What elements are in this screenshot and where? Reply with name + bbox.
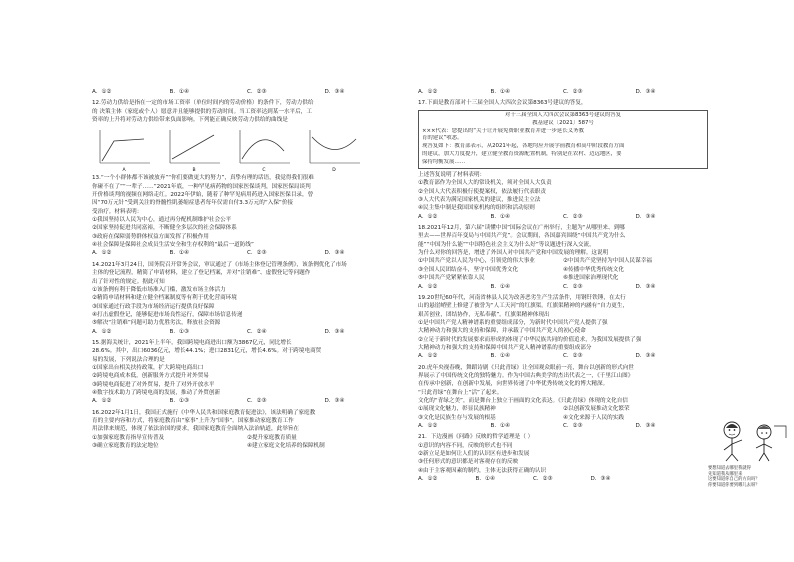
cartoon-caption-line: 这要知道你自己的方向吗？ (708, 477, 760, 483)
question-12: 12.劳动力供给是指在一定的市场工资率（单位时间内的劳动价格）的条件下，劳动力供给 的 决策主体（家庭或个人）愿意并且能够提供的劳动时间。当工资率达到某一水平后，工 资率的上升将对劳动力供给带来负面影响。下列能正确反映劳动力供给的曲线是 A B C D (92, 99, 402, 173)
question-16: 16.2022年1月1日，我国正式施行《中华人民共和国家庭教育促进法》，该法明确了家庭教 育的主要内容和方式，将家庭教育由“家事”上升为“国事”。国家推动家庭教育工作 用法律来规范，体现了依法治国的要求，我国家庭教育全面纳入法治轨道，此举旨在 ①加强家庭教育指导宣传普及 ②提升家庭教育质量 ③确立家庭教育的法定地位 ④建立家庭文化培养的保障机制 (92, 409, 325, 450)
q12-charts (94, 127, 402, 173)
question-19: 19.20世纪60年代，河南省林县人民为改善恶劣生产生活条件，用钢钎铁锤，在太行 山的悬崖峭壁上修建了被誉为“人工天河”的红旗渠。红旗渠精神的内涵有“自力更生， 艰苦创业，团结协作，无私奉献”。红旗渠精神体现出 ①是中国共产党人精神谱系的重要组成部分，为新时代中国共产党人提供了强 大精神动力和强大的支持和保障，并承载了中国共产党人的初心使命 ②立足于新时代的发展要求而形成的体现了中华民族共同的价值追求，为我国发展提供了强 大精神动力和强大的支持和保障中国共产党人精神谱系的重要组成部分 A．①② B．①④ C．②③ D．③④ (418, 294, 656, 360)
curve-chart-d (304, 127, 362, 173)
chart-label-d: D (332, 168, 336, 174)
top-options-right: A．①② B．①④ C．②③ D．③④ (418, 89, 656, 95)
cartoon-ask-directions (708, 418, 794, 490)
curve-chart-b (164, 127, 222, 173)
cartoon-caption-line: 要想知道去哪里我就得 (708, 466, 751, 471)
question-15: 15.据海关统计，2021年上半年，我国跨境电商进出口额为3867亿元，同比增长 28.6%。其中，出口6036亿元，增长44.1%；进口2831亿元，增长4.6%。对于跨境电商贸 易的发展，下列说法合理的是 ①国家出台相关扶持政策，扩大跨境电商出口 ②跨境电商成本低，创新服务方式提升对外贸易 ③跨境电商促进了对外贸易，提升了对外开放水平 ④数字技术助力了跨境电商的发展，推动了外贸创新 A．①② B．①③ C．②③ D．③④ (92, 339, 345, 405)
curve-chart-c (234, 127, 292, 173)
question-18: 18.2021年12月，第六届“读懂中国”国际会议在广州举行，主题为“从哪里来、到哪 里去——世界百年变局与中国共产党”。会议期间，各国嘉宾围绕“中国共产党为什么 能”“中国为什么能”“中国特色社会主义为什么好”等议题进行深入交流， 为什么对你的回答是，增进了外国人对中国共产党和中国发展的理解。这说明 ①中国共产党以人民为中心，引领党的伟大事业 ②中国共产党坚持为中国人民谋幸福 ③全国人民团结奋斗，坚守中国优秀文化 ④传播中华优秀传统文化 ⑤中国共产党紧紧依靠人民 ⑥推进国家治理现代化 A．①② B．①④ C．②③ D．③④ (418, 225, 656, 290)
cartoon-caption-line: 先知道我从哪里来 (708, 471, 743, 477)
question-21: 21．下边漫画《问路》反映的哲学道理是（ ） ①意识的内容不同，反映的形式也不同 ②新立足是如何让人们的认识区有进步和发展 ③任何形式的意识都是对客观存在的反映 ④由于主客观因素的制约，主体无法获得正确的认识 A．①② B．①④ C．②③ D．③④ (418, 434, 611, 483)
reply-box: 对十三届全国人大四次会议第8363号建议的答复 教基建议〔2021〕587号 ×××代表：您提出的“关于让开展免费职业教育并进一步延长义务教 育的建议”收悉。 现答复如下：教育部表示，从2021年起，各地均应开展学前教育和高中阶段教育方面 的建议，加大力度提升，建立健全教育资源配置机制，特别是在农村、边远地区，要 保持均衡发展…… (418, 110, 708, 169)
right-column (418, 88, 708, 483)
top-options-left: A．①② B．①④ C．②③ D．③④ (92, 89, 345, 95)
question-17: 17.下面是教育部对十三届全国人大四次会议第8363号建议的答复， 对十三届全国人大四次会议第8363号建议的答复 教基建议〔2021〕587号 ×××代表：您提出的“关于让开展免费职业教育并进一步延长义务教 育的建议”收悉。 现答复如下：教育部表示，从2021年起，各地均应开展学前教育和高中阶段教育方面 的建议，加大力度提升，建立健全教育资源配置机制，特别是在农村、边远地区，要 保持均衡发展…… 上述答复说明了材料表明： ①教育部作为全国人大的常设机关，须对全国人大负责 ②全国人大代表积极行使提案权，依法履行代表职责 ③人大代表为满足国家机关的建议，推进民主立法 ④民主集中制是我国国家机构的组织和活动原则 A．①② B．①④ C．②③ D．③④ (418, 99, 708, 221)
question-20: 20.虎年央视春晚，舞蹈诗剧《只此青绿》让全国观众眼前一亮，舞台以创新的形式向世 界展示了中国传统文化的独特魅力。作为中国古典美学的杰出代表之一，《千里江山图》 在传承中创新，在创新中发展，向世界传递了中华优秀传统文化的博大精深。 “只此青绿”在舞台上“活”了起来。 文化的“青绿之美”，而是舞台上独立于画面的文化表达。《只此青绿》体现的文化自信 ①展现文化魅力，彰显民族精神 ②以创新发展推动文化繁荣 ③文化是民族生存与发展的根基 ④文化来源于人民的实践 A．①② B．①④ C．②③ D．③④ (418, 364, 656, 429)
question-14: 14.2021年3月24日，国务院召开常务会议，审议通过了《市场主体登记管理条例》，该条例优化了市场 主体的登记流程，精简了申请材料，建立了登记档案，并对“注销难”、虚假登记等问题作 出了针对性的规定。据此可知 ①该条例有利于降低市场准入门槛，激发市场主体活力 ②精简申请材料和建立健全档案制度等有利于优化营商环境 ③国家通过行政手段为市场经济运行提供良好保障 ④打击虚假登记，能够促进市场良性运行，保障市场信息传递 ⑤解决“注销难”问题可助力优胜劣汰，释放社会资源 A．①② B．①③ C．②④ D．③④ (92, 261, 347, 335)
chart-label-b: B (192, 168, 196, 174)
chart-label-c: C (262, 168, 266, 174)
question-13: 13.“一个小群体都不该被放弃”“你们要做更大的努力”，真挚有理的话语，我觉得我们很难 你碰不在了”“一辈子……”2021年底，一种罕见病药物的国家医保谈判，国家医保局谈判 开价格谈判的视频在网络走红。2022年伊始，随着了种罕见病用药进入国家医保目录，曾 因“70万元针”受到关注的脊髓性肌萎缩症患者每年仅需自付3.3万元的“入保”价接 受治疗。材料表明： ①我国坚持以人民为中心，通过再分配机制维护社会公平 ②国家坚持促进共同富裕，不断健全多层次的社会保障体系 ③政府在保障弱势群体权益方面发挥了积极作用 ④社会保障是保障社会成员生活安全和生存权利的“最后一道防线” A．①② B．①④ C．②③ D．③④ (92, 175, 345, 257)
curve-chart-a (94, 127, 152, 173)
left-column (92, 88, 402, 450)
chart-label-a: A (122, 168, 126, 174)
cartoon-caption-line: 你要知道你要到哪儿去呀？ (708, 482, 760, 488)
cartoon-figures (708, 418, 792, 462)
